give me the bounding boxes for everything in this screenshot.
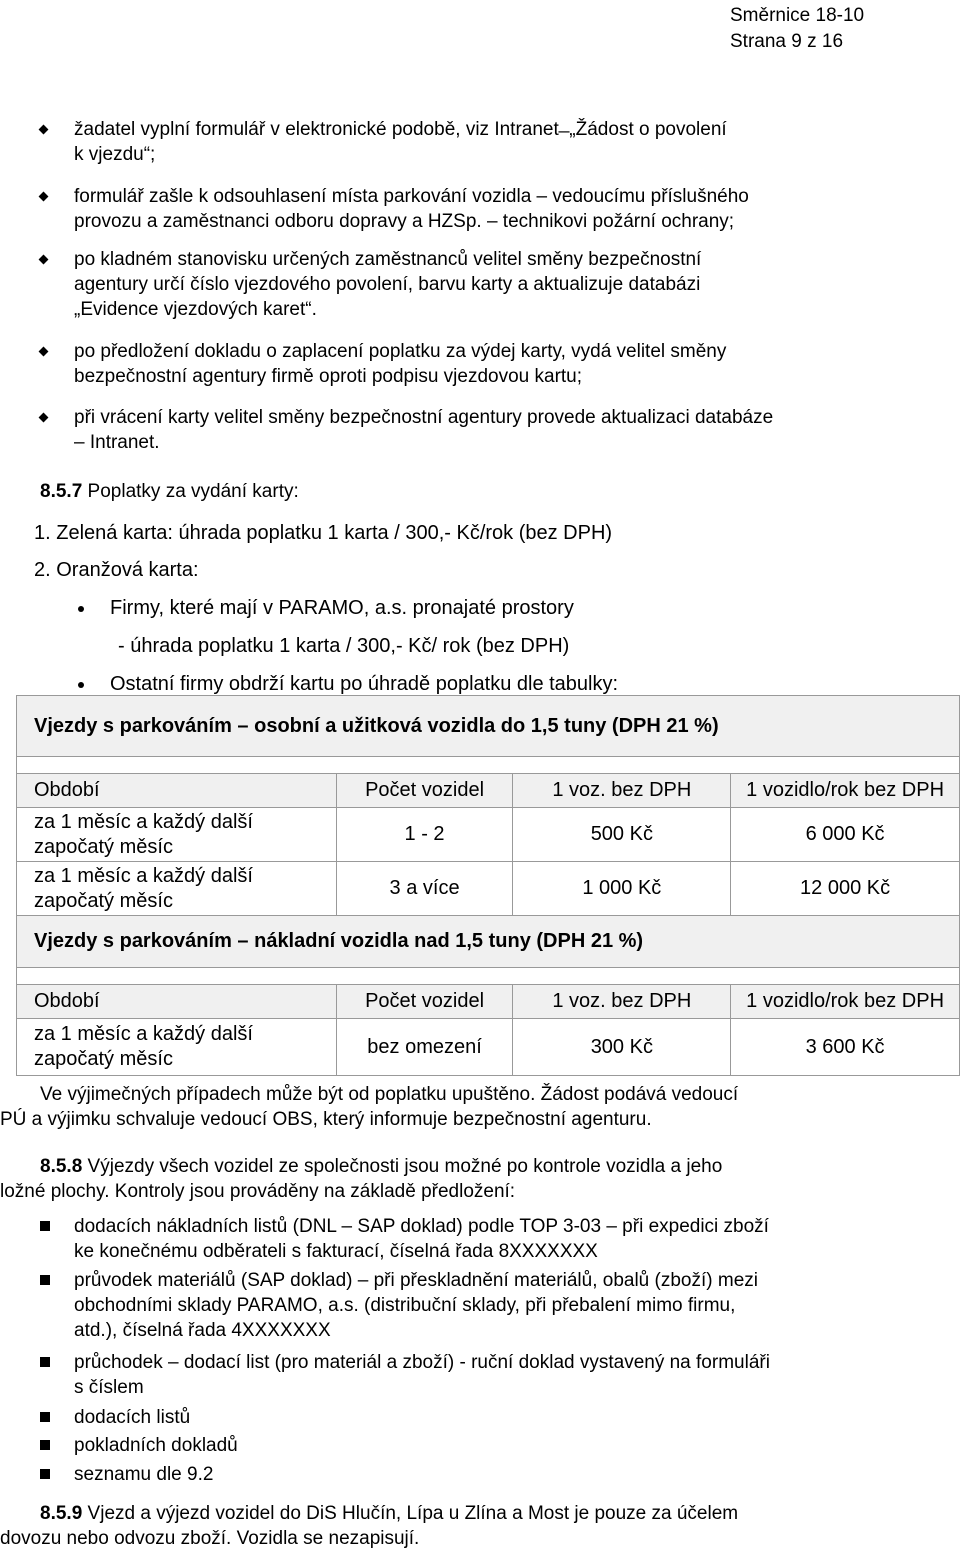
round-bullet-icon [78, 682, 84, 688]
list-item: po kladném stanovisku určených zaměstnanců velitel směny bezpečnostní agentury určí číslo vjezdového povolení, barvu karty a aktualizuje databázi „Evidence vjezdových karet“. [74, 249, 702, 320]
diamond-bullet-icon [39, 125, 49, 135]
square-bullet-icon [40, 1412, 50, 1422]
square-bullet-icon [40, 1221, 50, 1231]
column-header: Období [17, 774, 337, 808]
diamond-bullet-icon [39, 347, 49, 357]
fee-item-orange: 2. Oranžová karta: [34, 559, 199, 581]
list-item: formulář zašle k odsouhlasení místa parkování vozidla – vedoucímu příslušného provozu a zaměstnanci odboru dopravy a HZSp. – technikovi požární ochrany; [74, 186, 749, 232]
exception-paragraph: Ve výjimečných případech může být od poplatku upuštěno. Žádost podává vedoucí PÚ a výjimku schvaluje vedoucí OBS, který informuje bezpečnostní agenturu. [0, 1084, 739, 1130]
section-859: 8.5.9 Vjezd a výjezd vozidel do DiS Hlučín, Lípa u Zlína a Most je pouze za účelem dovozu nebo odvozu zboží. Vozidla se nezapisují. [0, 1503, 739, 1549]
list-item: žadatel vyplní formulář v elektronické podobě, viz Intranet ̶ „Žádost o povolení k vjezdu“; [74, 119, 727, 165]
table-row: za 1 měsíc a každý další započatý měsíc 1 - 2 500 Kč 6 000 Kč [17, 808, 960, 862]
column-header: 1 vozidlo/rok bez DPH [731, 985, 960, 1019]
list-item: při vrácení karty velitel směny bezpečnostní agentury provede aktualizaci databáze – Intranet. [74, 407, 774, 453]
square-bullet-icon [40, 1440, 50, 1450]
fee-sub-item: Firmy, které mají v PARAMO, a.s. pronajaté prostory [110, 597, 574, 619]
list-item: dodacích listů [74, 1407, 191, 1428]
table-header-row [17, 774, 960, 808]
fee-table [16, 695, 960, 1076]
section-858: 8.5.8 Výjezdy všech vozidel ze společnosti jsou možné po kontrole vozidla a jeho ložné plochy. Kontroly jsou prováděny na základě předložení: [0, 1156, 723, 1202]
section-heading-857: 8.5.7 Poplatky za vydání karty: [40, 481, 299, 502]
round-bullet-icon [78, 606, 84, 612]
table-section-title: Vjezdy s parkováním – nákladní vozidla nad 1,5 tuny (DPH 21 %) [17, 916, 960, 968]
list-item: pokladních dokladů [74, 1435, 238, 1456]
list-item: seznamu dle 9.2 [74, 1464, 214, 1485]
table-section-title: Vjezdy s parkováním – osobní a užitková vozidla do 1,5 tuny (DPH 21 %) [17, 696, 960, 757]
diamond-bullet-icon [39, 413, 49, 423]
list-item: po předložení dokladu o zaplacení poplatku za výdej karty, vydá velitel směny bezpečnostní agentury firmě oproti podpisu vjezdovou kartu; [74, 341, 727, 387]
document-id: Směrnice 18-10 [730, 5, 865, 26]
table-row: za 1 měsíc a každý další započatý měsíc bez omezení 300 Kč 3 600 Kč [17, 1019, 960, 1076]
column-header: 1 voz. bez DPH [513, 774, 731, 808]
list-item: průvodek materiálů (SAP doklad) – při přeskladnění materiálů, obalů (zboží) mezi obchodními sklady PARAMO, a.s. (distribuční sklady, při přebalení mimo firmu, atd.), číselná řada 4XXXXXXX [74, 1270, 758, 1341]
diamond-bullet-icon [39, 255, 49, 265]
column-header: 1 voz. bez DPH [513, 985, 731, 1019]
square-bullet-icon [40, 1275, 50, 1285]
column-header: Období [17, 985, 337, 1019]
column-header: 1 vozidlo/rok bez DPH [731, 774, 960, 808]
column-header: Počet vozidel [336, 774, 513, 808]
table-header-row [17, 985, 960, 1019]
list-item: průchodek – dodací list (pro materiál a zboží) - ruční doklad vystavený na formuláři s číslem [74, 1352, 770, 1398]
diamond-bullet-icon [39, 192, 49, 202]
fee-sub-item-price: - úhrada poplatku 1 karta / 300,- Kč/ rok (bez DPH) [118, 635, 570, 657]
page-number: Strana 9 z 16 [730, 31, 844, 52]
list-item: dodacích nákladních listů (DNL – SAP doklad) podle TOP 3-03 – při expedici zboží ke konečnému odběrateli s fakturací, číselná řada 8XXXXXXX [74, 1216, 769, 1262]
fee-sub-item: Ostatní firmy obdrží kartu po úhradě poplatku dle tabulky: [110, 673, 619, 695]
square-bullet-icon [40, 1469, 50, 1479]
fee-item-green: 1. Zelená karta: úhrada poplatku 1 karta / 300,- Kč/rok (bez DPH) [34, 522, 613, 544]
column-header: Počet vozidel [336, 985, 513, 1019]
table-row: za 1 měsíc a každý další započatý měsíc 3 a více 1 000 Kč 12 000 Kč [17, 862, 960, 916]
square-bullet-icon [40, 1357, 50, 1367]
page-header [730, 3, 864, 55]
